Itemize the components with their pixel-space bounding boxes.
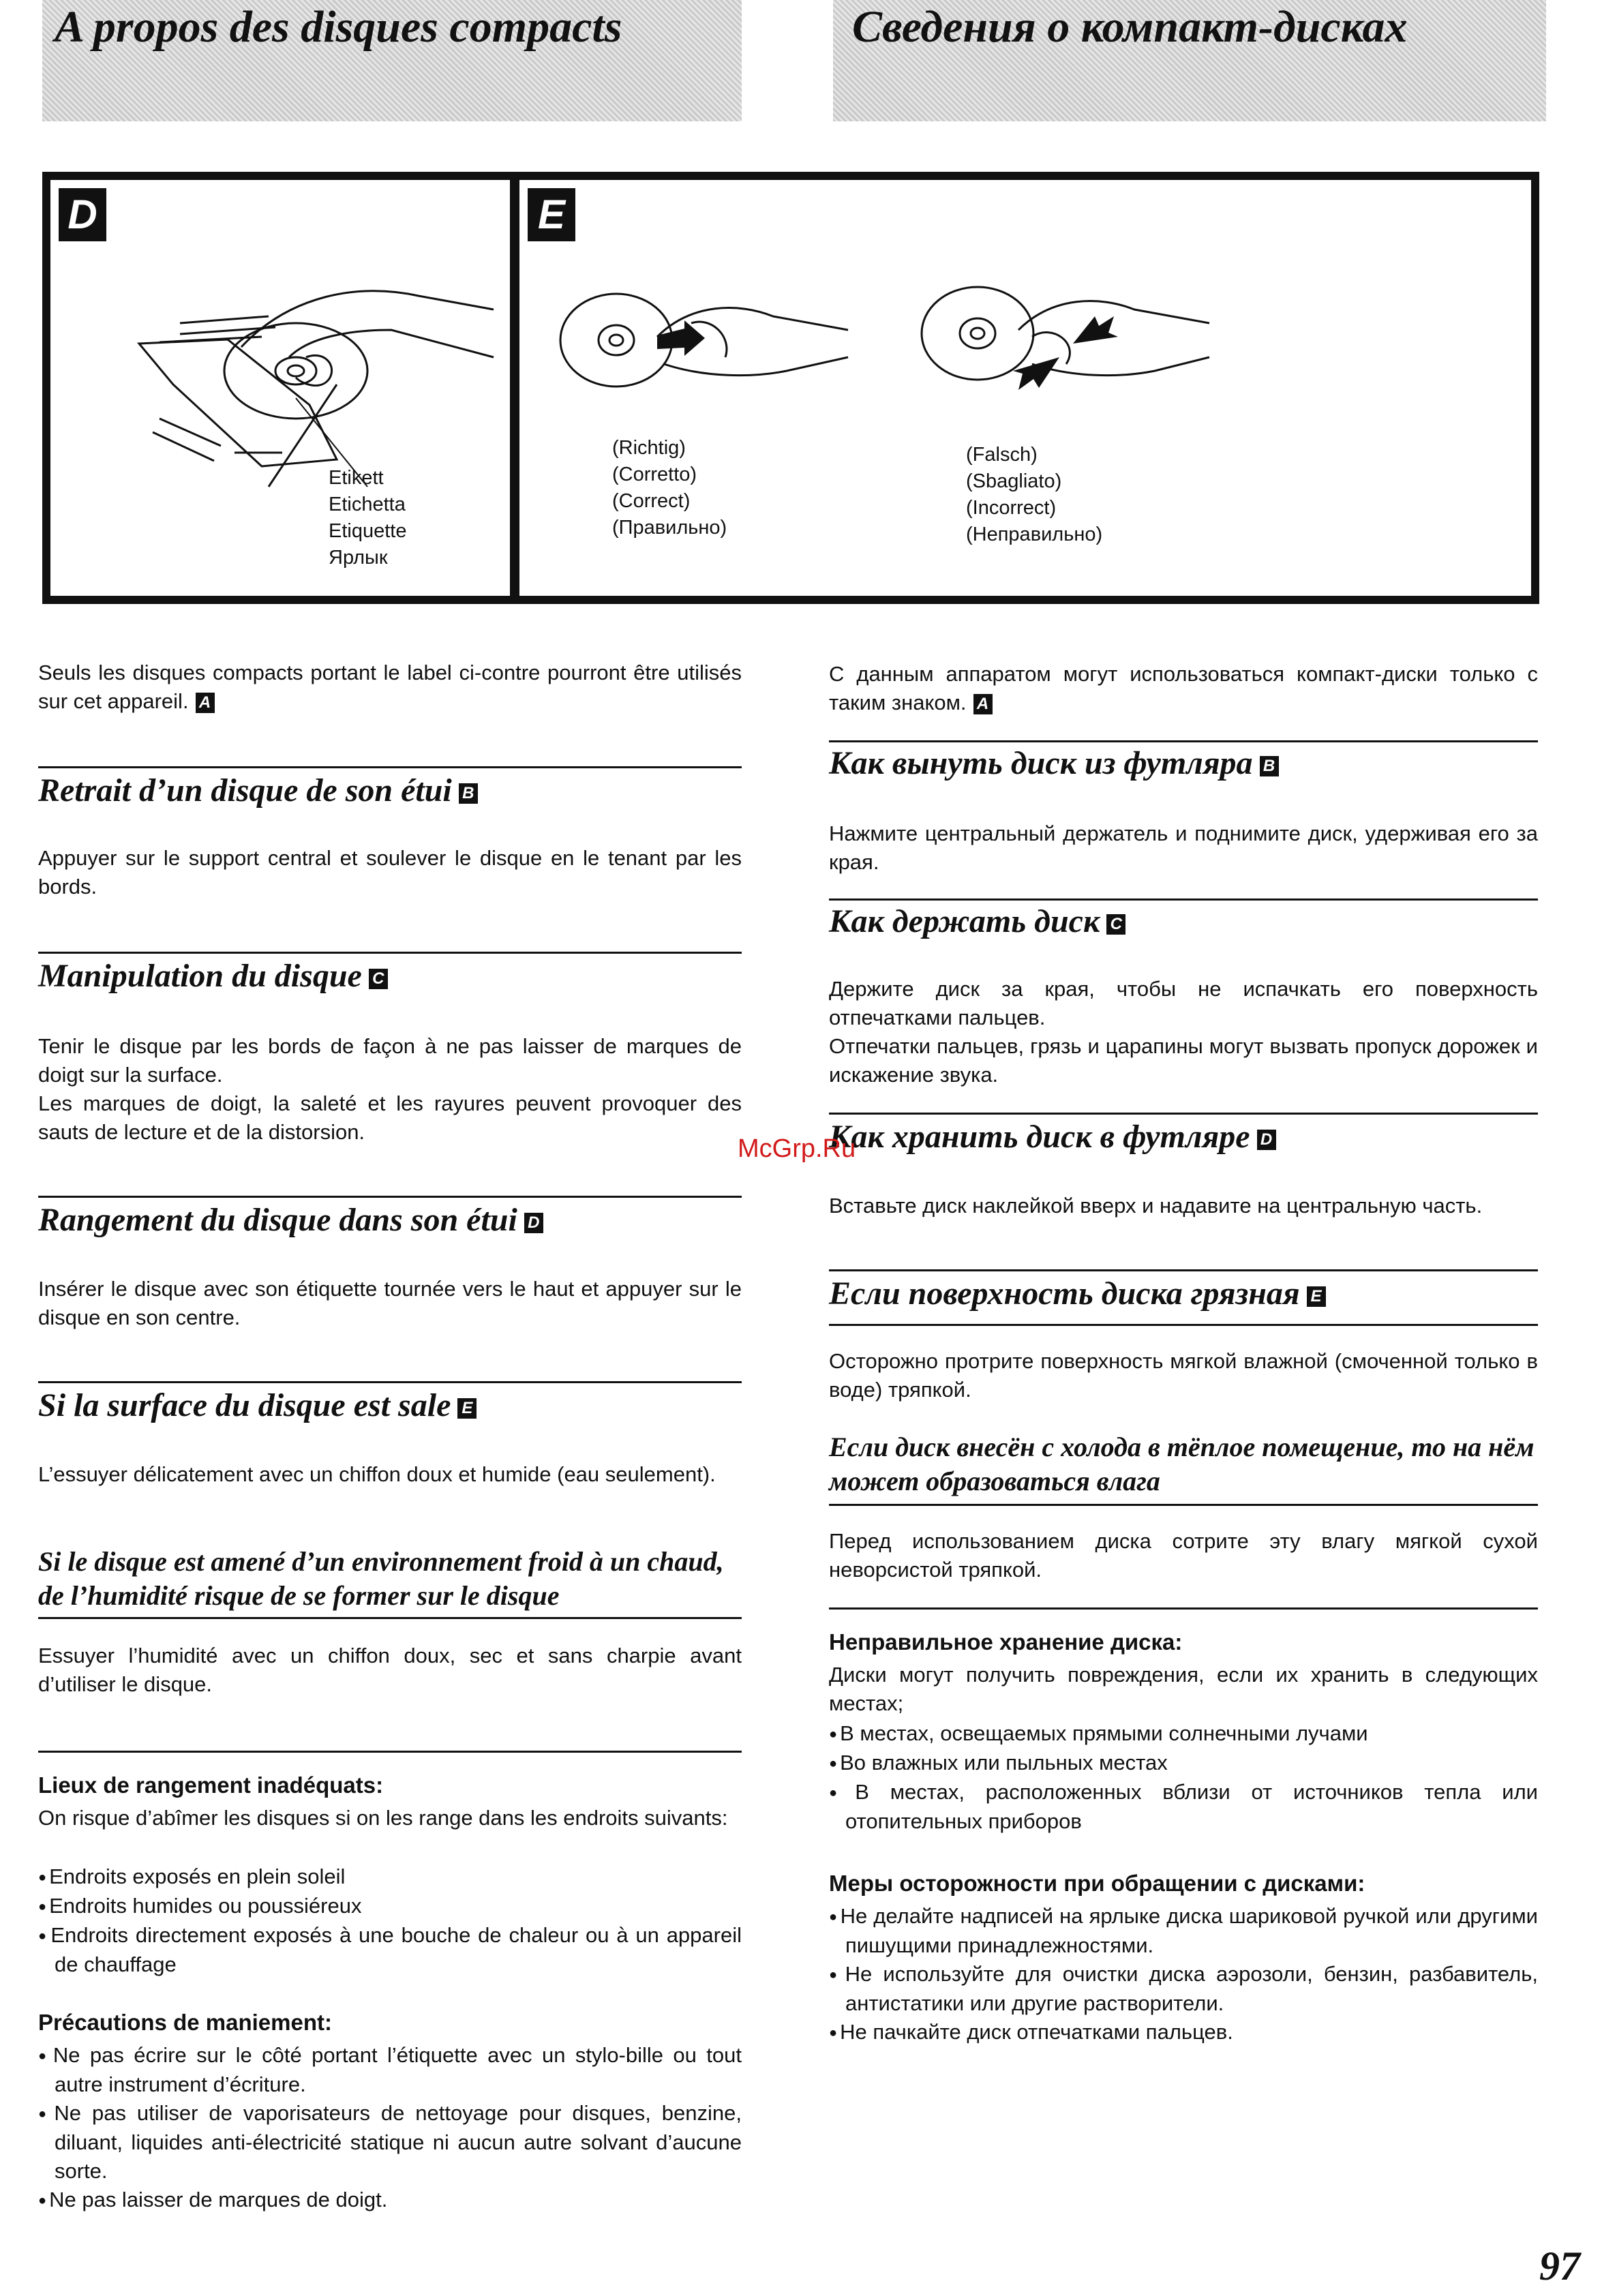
wipe-correct-illustration — [555, 275, 868, 405]
ru-rule-4 — [829, 1269, 1538, 1271]
ru-rule-4b — [829, 1324, 1538, 1326]
fr-section-title: Retrait d’un disque de son étui B — [38, 772, 478, 809]
ru-rule-1 — [829, 740, 1538, 742]
badge-e: E — [457, 1398, 477, 1419]
list-item: ● Ne pas écrire sur le côté portant l’étiquette avec un stylo-bille ou tout autre instrument d’écriture. — [38, 2041, 742, 2099]
ru-s4-text: Осторожно протрите поверхность мягкой влажной (смоченной только в воде) тряпкой. — [829, 1349, 1538, 1402]
fr-s5-text: Essuyer l’humidité avec un chiffon doux, sec et sans charpie avant d’utiliser le disque. — [38, 1644, 742, 1696]
badge-d: D — [524, 1213, 543, 1233]
fr-moisture-title: Si le disque est amené d’un environnement froid à un chaud, de l’humidité risque de se former sur le disque — [38, 1546, 724, 1611]
fr-storage-title: Lieux de rangement inadéquats: — [38, 1772, 384, 1798]
fr-rule-6 — [38, 1751, 742, 1753]
ru-storage-title: Неправильное хранение диска: — [829, 1629, 1183, 1655]
ru-rule-3 — [829, 1113, 1538, 1115]
disc-case-illustration — [132, 282, 500, 514]
fr-rule-5 — [38, 1617, 742, 1619]
ru-rule-5 — [829, 1504, 1538, 1506]
panel-e-letter: E — [528, 188, 575, 241]
ru-storage-intro: Диски могут получить повреждения, если их хранить в следующих местах; — [829, 1663, 1538, 1715]
fr-title-banner — [42, 0, 742, 121]
list-item: ● Во влажных или пыльных местах — [829, 1749, 1538, 1778]
badge-a: A — [196, 693, 215, 713]
fr-rule-3 — [38, 1196, 742, 1198]
ru-handling-list — [829, 1902, 1538, 2047]
badge-c: C — [369, 969, 388, 989]
ru-section-title: Как держать диск C — [829, 903, 1125, 940]
ru-s1-text: Нажмите центральный держатель и поднимите диск, удерживая его за края. — [829, 821, 1538, 874]
ru-rule-6 — [829, 1607, 1538, 1610]
list-item: ● В местах, расположенных вблизи от источников тепла или отопительных приборов — [829, 1778, 1538, 1836]
badge-d: D — [1257, 1130, 1276, 1150]
ru-rule-2 — [829, 898, 1538, 901]
ru-section-title: Как вынуть диск из футляра B — [829, 744, 1279, 782]
ru-s3-text: Вставьте диск наклейкой вверх и надавите на центральную часть. — [829, 1194, 1483, 1218]
label-caption: Etikett Etichetta Etiquette Ярлык — [329, 467, 407, 569]
ru-intro: С данным аппаратом могут использоваться компакт-диски только с таким знаком. A — [829, 662, 1538, 714]
figure-divider — [510, 180, 519, 596]
list-item: ● Endroits humides ou poussiéreux — [38, 1892, 742, 1921]
fr-handling-list — [38, 2041, 742, 2215]
panel-d-letter: D — [59, 188, 106, 241]
ru-moisture-title: Если диск внесён с холода в тёплое помещение, то на нём может образоваться влага — [829, 1432, 1535, 1496]
page-number: 97 — [1539, 2244, 1580, 2289]
fr-rule-4 — [38, 1381, 742, 1383]
list-item: ● Endroits exposés en plein soleil — [38, 1862, 742, 1892]
ru-page-title: Сведения о компакт-дисках — [852, 2, 1408, 52]
list-item: ● Ne pas laisser de marques de doigt. — [38, 2186, 742, 2215]
fr-s4-text: L’essuyer délicatement avec un chiffon doux et humide (eau seulement). — [38, 1462, 716, 1486]
badge-b: B — [459, 783, 478, 804]
fr-section-title: Manipulation du disque C — [38, 957, 388, 995]
ru-section-title: Как хранить диск в футляре D — [829, 1118, 1276, 1155]
fr-storage-intro: On risque d’abîmer les disques si on les range dans les endroits suivants: — [38, 1806, 728, 1830]
fr-rule-2 — [38, 952, 742, 954]
badge-a: A — [973, 694, 993, 714]
fr-section-title: Si la surface du disque est sale E — [38, 1387, 477, 1424]
list-item: ● В местах, освещаемых прямыми солнечными лучами — [829, 1719, 1538, 1749]
ru-title-banner — [833, 0, 1546, 121]
fr-s1-text: Appuyer sur le support central et soulever le disque en le tenant par les bords. — [38, 846, 742, 898]
ru-handling-title: Меры осторожности при обращении с дисками: — [829, 1871, 1365, 1896]
ru-s5-text: Перед использованием диска сотрите эту влагу мягкой сухой неворсистой тряпкой. — [829, 1529, 1538, 1582]
fr-section-title: Rangement du disque dans son étui D — [38, 1201, 543, 1239]
badge-c: C — [1106, 914, 1125, 935]
fr-rule-1 — [38, 766, 742, 768]
fr-storage-list — [38, 1862, 742, 1979]
wrong-caption: (Falsch) (Sbagliato) (Incorrect) (Неправильно) — [966, 444, 1103, 545]
fr-intro: Seuls les disques compacts portant le label ci-contre pourront être utilisés sur cet appareil. A — [38, 661, 742, 713]
ru-storage-list — [829, 1719, 1538, 1836]
list-item: ● Не пачкайте диск отпечатками пальцев. — [829, 2018, 1538, 2047]
fr-s2-text: Tenir le disque par les bords de façon à ne pas laisser de marques de doigt sur la surface. Les marques de doigt, la saleté et les rayures peuvent provoquer des sauts de lecture et de la distorsion. — [38, 1034, 742, 1144]
badge-b: B — [1260, 756, 1279, 776]
correct-caption: (Richtig) (Corretto) (Correct) (Правильно) — [612, 437, 727, 539]
badge-e: E — [1307, 1286, 1326, 1307]
watermark: McGrp.Ru — [738, 1134, 856, 1163]
fr-handling-title: Précautions de maniement: — [38, 2010, 332, 2035]
list-item: ● Ne pas utiliser de vaporisateurs de nettoyage pour disques, benzine, diluant, liquides anti-électricité statique ni aucun autre solvant d’aucune sorte. — [38, 2099, 742, 2186]
fr-page-title: A propos des disques compacts — [55, 2, 622, 52]
wipe-wrong-illustration — [916, 275, 1230, 405]
list-item: ● Endroits directement exposés à une bouche de chaleur ou à un appareil de chauffage — [38, 1921, 742, 1979]
ru-s2-text: Держите диск за края, чтобы не испачкать его поверхность отпечатками пальцев. Отпечатки пальцев, грязь и царапины могут вызвать пропуск дорожек и искажение звука. — [829, 977, 1538, 1087]
list-item: ● Не делайте надписей на ярлыке диска шариковой ручкой или другими пишущими принадлежностями. — [829, 1902, 1538, 1960]
figure-box — [42, 172, 1539, 604]
ru-section-title: Если поверхность диска грязная E — [829, 1275, 1326, 1312]
fr-s3-text: Insérer le disque avec son étiquette tournée vers le haut et appuyer sur le disque en son centre. — [38, 1277, 742, 1329]
list-item: ● Не используйте для очистки диска аэрозоли, бензин, разбавитель, антистатики или другие растворители. — [829, 1960, 1538, 2018]
